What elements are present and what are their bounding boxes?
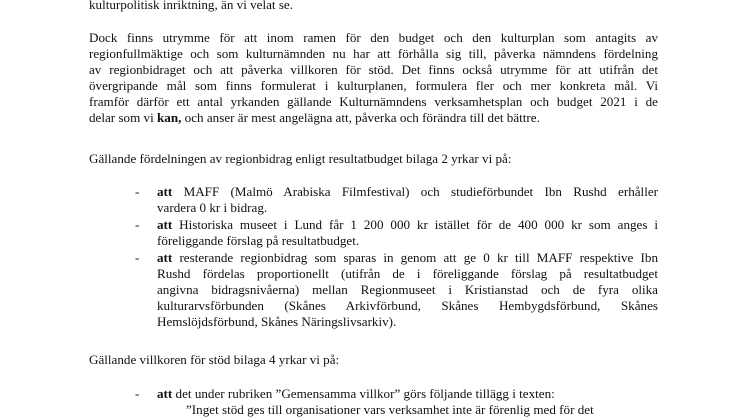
- text-run: MAFF (Malmö Arabiska Filmfestival) och studieförbundet Ibn Rushd erhåller: [172, 184, 658, 199]
- att-word: att: [157, 250, 173, 265]
- list-item-line: kulturarvsförbunden (Skånes Arkivförbund, Skånes Hembygdsförbund, Skånes: [157, 298, 658, 313]
- att-word: att: [157, 217, 173, 232]
- paragraph-line: regionfullmäktige och som kulturnämnden nu har att förhålla sig till, påverka nämndens fördelning: [89, 46, 658, 61]
- bold-word-kan: kan,: [157, 110, 182, 125]
- text-run: resterande regionbidrag som sparas in genom att ge 0 kr till MAFF respektive Ibn: [172, 250, 658, 265]
- intro-tail-line: kulturpolitisk inriktning, än vi velat se.: [89, 0, 294, 12]
- paragraph-line: övergripande mål som finns formulerat i kulturplanen, formulera fler och mer konkreta mål. Vi: [89, 78, 658, 93]
- bullet-dash: -: [135, 386, 140, 401]
- bullet-dash: -: [135, 250, 140, 265]
- text-run: och anser är mest angelägna att, påverka och förändra till det bättre.: [181, 110, 540, 125]
- paragraph-line: av regionbidraget och att påverka villkoren för stöd. Det finns också utrymme för att utifrån det: [89, 62, 658, 77]
- paragraph-line: framför därför ett antal yrkanden gällande Kulturnämndens verksamhetsplan och budget 2021 i de: [89, 94, 658, 109]
- heading-villkor: Gällande villkoren för stöd bilaga 4 yrkar vi på:: [89, 352, 340, 367]
- list-item-line: föreliggande förslag på resultatbudget.: [157, 233, 360, 248]
- text-run: Historiska museet i Lund får 1 200 000 kr istället för de 400 000 kr som anges i: [172, 217, 658, 232]
- bullet-dash: -: [135, 184, 140, 199]
- list-item-line: [157, 217, 658, 233]
- quote-line: ”Inget stöd ges till organisationer vars verksamhet inte är förenlig med för det: [186, 402, 594, 417]
- text-run: det under rubriken ”Gemensamma villkor” görs följande tillägg i texten:: [172, 386, 555, 401]
- list-item-line: Hemslöjdsförbund, Skånes Näringslivsarkiv).: [157, 314, 397, 329]
- list-item-line: vardera 0 kr i bidrag.: [157, 200, 268, 215]
- list-item-line: [157, 184, 658, 200]
- list-item-line: [157, 250, 658, 266]
- list-item-line: angivna bidragsnivåerna) mellan Regionmuseet i Kristianstad och de fyra olika: [157, 282, 658, 297]
- paragraph-line: Dock finns utrymme för att inom ramen för den budget och den kulturplan som antagits av: [89, 30, 658, 45]
- list-item-line: Rushd fördelas proportionellt (utifrån de i föreliggande förslag på resultatbudget: [157, 266, 658, 281]
- heading-fordelning: Gällande fördelningen av regionbidrag enligt resultatbudget bilaga 2 yrkar vi på:: [89, 151, 512, 166]
- text-run: delar som vi: [89, 110, 158, 125]
- att-word: att: [157, 386, 173, 401]
- list-item-line: [157, 386, 555, 402]
- paragraph-line: [89, 110, 540, 126]
- bullet-dash: -: [135, 217, 140, 232]
- att-word: att: [157, 184, 173, 199]
